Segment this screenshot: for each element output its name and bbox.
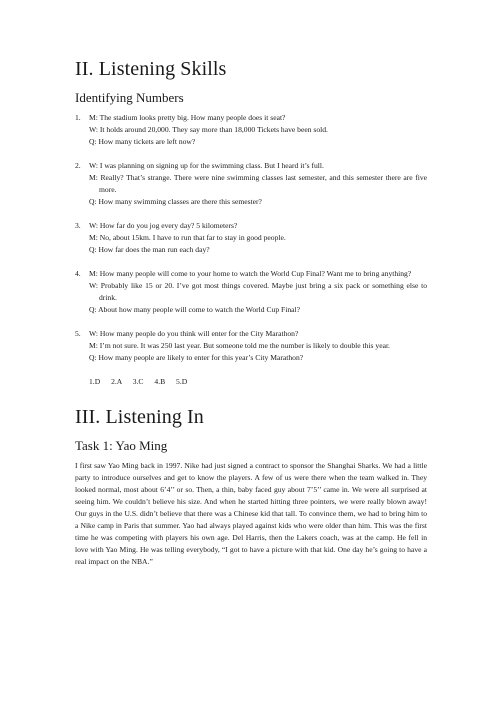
dialogue-line: [75, 172, 427, 196]
passage-paragraph: I first saw Yao Ming back in 1997. Nike had just signed a contract to sponsor the Shanghai Sharks. We had a little party to introduce ourselves and get to know the players. A few of us were there when the team walked in. They looked normal, most about 6’4’’ or so. Then, a thin, baby faced guy about 7’5’’ came in. We were all surprised at seeing him. We couldn’t believe his size. And when he started hitting three pointers, we were really blown away! Our guys in the U.S. didn’t believe that there was a Chinese kid that tall. To convince them, we had to bring him to a Nike camp in Paris that summer. Yao had always played against kids who were older than him. This was the first time he was competing with players his own age. Del Harris, then the Lakers coach, was at the camp. He fell in love with Yao Ming. He was telling everybody, “I got to have a picture with that kid. One day he’s going to have a real impact on the NBA.”: [75, 461, 427, 566]
item-number: 5.: [75, 329, 81, 338]
item-number: [75, 352, 89, 364]
dialogue-text: M: The stadium looks pretty big. How many people does it seat?: [89, 113, 286, 122]
dialogue-line: [75, 196, 427, 208]
item-number: [75, 124, 89, 136]
item-number: [75, 304, 89, 316]
section-title-listening-skills: II. Listening Skills: [75, 58, 227, 80]
document-page: [75, 58, 427, 568]
dialogue-item: [75, 112, 427, 148]
dialogue-text: W: I was planning on signing up for the swimming class. But I heard it’s full.: [89, 161, 324, 170]
item-number: [75, 172, 89, 196]
dialogue-line: [75, 340, 427, 352]
dialogue-line: [75, 352, 427, 364]
dialogue-text: M: How many people will come to your home to watch the World Cup Final? Want me to bring anything?: [89, 269, 412, 278]
answer-key: 1.D 2.A 3.C 4.B 5.D: [89, 377, 188, 386]
item-number: [75, 244, 89, 256]
item-number: [75, 340, 89, 352]
dialogue-item: [75, 160, 427, 208]
item-number: 2.: [75, 161, 81, 170]
dialogue-item: [75, 268, 427, 316]
dialogue-line: [75, 244, 427, 256]
dialogue-line: [75, 328, 427, 340]
dialogue-text: W: How many people do you think will enter for the City Marathon?: [89, 329, 299, 338]
dialogue-line: [75, 160, 427, 172]
subsection-title-identifying-numbers: Identifying Numbers: [75, 90, 184, 105]
dialogue-text: M: I’m not sure. It was 250 last year. But someone told me the number is likely to double this year.: [89, 341, 390, 350]
dialogue-text: W: How far do you jog every day? 5 kilometers?: [89, 221, 238, 230]
dialogue-line: [75, 304, 427, 316]
dialogue-text: M: No, about 15km. I have to run that far to stay in good people.: [89, 233, 286, 242]
dialogue-item: [75, 328, 427, 364]
dialogue-line: [75, 112, 427, 124]
dialogue-text: Q: How far does the man run each day?: [89, 245, 210, 254]
item-number: [75, 232, 89, 244]
dialogue-line: [75, 232, 427, 244]
dialogue-text: W: It holds around 20,000. They say more than 18,000 Tickets have been sold.: [89, 125, 328, 134]
dialogue-list: [75, 112, 427, 364]
item-number: [75, 196, 89, 208]
item-number: 4.: [75, 269, 81, 278]
dialogue-text: Q: How many tickets are left now?: [89, 137, 196, 146]
dialogue-text: M: Really? That’s strange. There were nine swimming classes last semester, and this semester there are five more.: [89, 173, 427, 194]
dialogue-text: Q: About how many people will come to watch the World Cup Final?: [89, 305, 300, 314]
dialogue-line: [75, 268, 427, 280]
task-title-yao-ming: Task 1: Yao Ming: [75, 438, 168, 453]
item-number: 3.: [75, 221, 81, 230]
item-number: [75, 280, 89, 304]
section-title-listening-in: III. Listening In: [75, 406, 204, 428]
item-number: [75, 136, 89, 148]
dialogue-text: Q: How many people are likely to enter for this year’s City Marathon?: [89, 353, 304, 362]
dialogue-text: W: Probably like 15 or 20. I’ve got most things covered. Maybe just bring a six pack or something else to drink.: [89, 281, 427, 302]
dialogue-line: [75, 220, 427, 232]
dialogue-line: [75, 136, 427, 148]
dialogue-text: Q: How many swimming classes are there this semester?: [89, 197, 262, 206]
dialogue-line: [75, 280, 427, 304]
item-number: 1.: [75, 113, 81, 122]
dialogue-line: [75, 124, 427, 136]
dialogue-item: [75, 220, 427, 256]
